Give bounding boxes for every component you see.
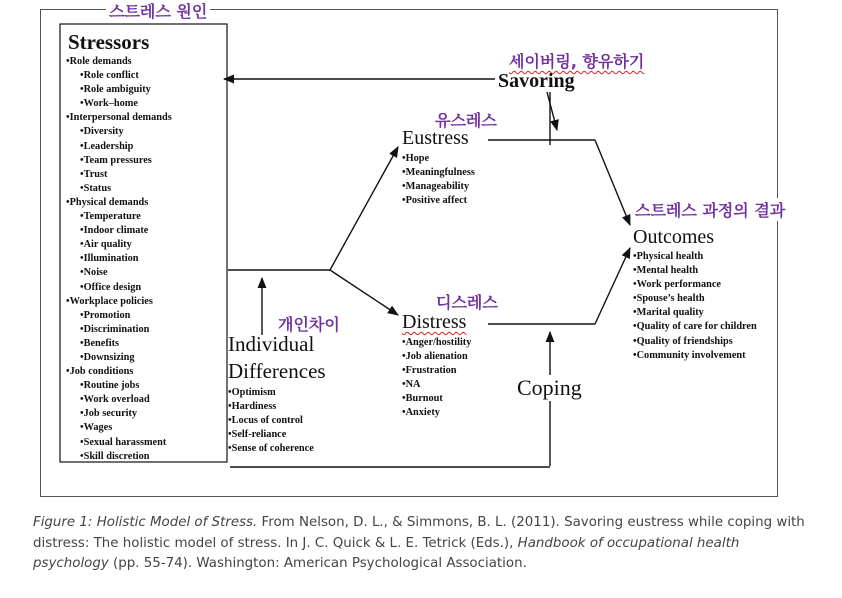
stressor-item: •Wages [80, 422, 113, 434]
label-outcomes-ko: 스트레스 과정의 결과 [632, 198, 788, 221]
distress-item: •Burnout [402, 393, 443, 405]
eustress-title: Eustress [402, 127, 469, 149]
stressor-item: •Routine jobs [80, 380, 140, 392]
stressor-item: •Downsizing [80, 351, 135, 363]
caption-book-title: Handbook of occupational health psychology [33, 535, 740, 571]
stressor-item: •Role conflict [80, 70, 139, 82]
outcomes-list [633, 250, 757, 363]
outcome-item: •Marital quality [633, 307, 704, 319]
stressor-item: •Skill discretion [80, 450, 150, 462]
label-savoring-ko [506, 49, 647, 72]
stressor-group: •Role demands [66, 56, 132, 67]
caption-text-2: (pp. 55-74). Washington: American Psychological Association. [108, 556, 527, 571]
outcome-item: •Spouse’s health [633, 293, 705, 305]
label-individual-ko: 개인차이 [275, 312, 343, 335]
stressor-item: •Temperature [80, 211, 141, 223]
distress-title [402, 311, 466, 334]
eustress-list [402, 152, 475, 208]
label-eustress-ko: 유스레스 [432, 108, 500, 131]
individual-item: •Optimism [228, 387, 276, 398]
stressor-item: •Air quality [80, 239, 132, 251]
stressor-item: •Sexual harassment [80, 436, 167, 448]
individual-item: •Hardiness [228, 401, 277, 413]
stressor-group: •Workplace policies [66, 295, 153, 307]
stressor-group: •Interpersonal demands [66, 112, 172, 124]
coping-title: Coping [514, 375, 585, 401]
eustress-item: •Hope [402, 153, 430, 164]
outcome-item: •Mental health [633, 265, 699, 277]
stressor-item: •Noise [80, 267, 108, 279]
stressor-item: •Illumination [80, 253, 139, 265]
individual-title-line2: Differences [228, 359, 326, 383]
outcome-item: •Quality of care for children [633, 321, 757, 333]
label-stressors-ko: 스트레스 원인 [106, 0, 210, 22]
stressor-item: •Benefits [80, 337, 120, 349]
savoring-to-eustress [547, 92, 557, 130]
stressor-item: •Work–home [80, 98, 138, 110]
stressor-item: •Trust [80, 168, 108, 180]
distress-title-text: Distress [402, 311, 467, 333]
distress-item: •NA [402, 379, 421, 391]
individual-title-line1: Individual [228, 332, 315, 356]
savoring-title: Savoring [498, 70, 575, 92]
figure-caption [33, 513, 813, 575]
outcome-item: •Quality of friendships [633, 335, 733, 347]
distress-item: •Job alienation [402, 351, 468, 363]
distress-to-outcomes [595, 248, 630, 324]
branch-to-eustress [330, 147, 398, 270]
stressor-group: •Job conditions [66, 366, 134, 378]
eustress-item: •Meaningfulness [402, 167, 475, 179]
stressor-item: •Team pressures [80, 154, 152, 166]
caption-figure-label: Figure 1: Holistic Model of Stress. [33, 515, 258, 530]
stressor-item: •Work overload [80, 394, 150, 406]
distress-item: •Anxiety [402, 407, 440, 419]
stressor-item: •Role ambiguity [80, 84, 151, 96]
distress-item: •Frustration [402, 365, 457, 377]
stressors-list [66, 55, 172, 464]
stressor-item: •Indoor climate [80, 225, 149, 237]
stressor-item: •Status [80, 182, 112, 194]
branch-to-distress [330, 270, 398, 315]
individual-item: •Sense of coherence [228, 443, 314, 455]
label-distress-ko: 디스레스 [433, 290, 501, 313]
stressor-item: •Discrimination [80, 323, 150, 335]
stressor-item: •Diversity [80, 126, 124, 138]
outcomes-title: Outcomes [633, 226, 715, 248]
distress-list [402, 336, 471, 421]
stressors-title: Stressors [68, 30, 150, 54]
stressor-item: •Job security [80, 408, 138, 420]
outcome-item: •Work performance [633, 279, 721, 291]
eustress-item: •Positive affect [402, 195, 468, 207]
outcome-item: •Physical health [633, 251, 704, 262]
outcome-item: •Community involvement [633, 349, 746, 361]
label-savoring-ko-text: 세이버링, 향유하기 [509, 52, 645, 71]
eustress-to-outcomes [595, 140, 630, 225]
individual-item: •Locus of control [228, 415, 303, 427]
caption-text-1: From Nelson, D. L., & Simmons, B. L. (2011). Savoring eustress while coping with distress: The holistic model of stress. In J. C. Quick & L. E. Tetrick (Eds.), [33, 515, 805, 551]
individual-list [228, 386, 314, 456]
eustress-item: •Manageability [402, 181, 470, 193]
distress-item: •Anger/hostility [402, 337, 472, 348]
stressor-item: •Promotion [80, 309, 131, 321]
stressor-item: •Leadership [80, 140, 134, 152]
stressor-group: •Physical demands [66, 196, 149, 208]
individual-item: •Self-reliance [228, 429, 287, 441]
stressor-item: •Office design [80, 281, 142, 293]
